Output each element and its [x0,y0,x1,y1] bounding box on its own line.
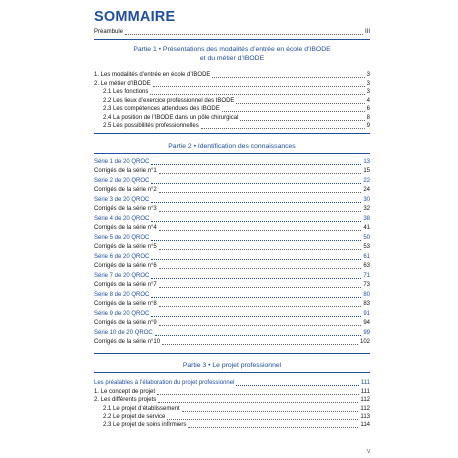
dot-leader [159,287,362,288]
toc-entry[interactable] [103,88,370,96]
toc-entry-page: 91 [363,311,370,317]
dot-leader [151,240,361,241]
toc-entry-label: 2. Le métier d’IBODE [94,81,151,87]
toc-entry-label: Corrigés de la série n°4 [94,225,157,231]
part-2-heading: Partie 2 • Identification des connaissances [168,143,296,150]
toc-entry-label: Corrigés de la série n°3 [94,206,157,212]
toc-entry-page: 6 [366,106,370,112]
part-3-heading: Partie 3 • Le projet professionnel [182,362,282,369]
dot-leader [151,221,361,222]
toc-entry[interactable] [103,405,370,413]
section-divider [94,153,370,154]
toc-entry-page: 80 [363,292,370,298]
toc-entry-corriges[interactable] [94,338,370,346]
toc-entry-serie[interactable] [94,310,370,318]
toc-entry-corriges[interactable] [94,262,370,270]
dot-leader [151,183,361,184]
toc-entry-page: III [364,29,370,35]
toc-entry-page: 114 [360,422,370,428]
toc-entry-page: 71 [363,273,370,279]
toc-entry-page: 111 [360,389,370,395]
dot-leader [236,385,358,386]
part-1-heading-line-1: Partie 1 • Présentations des modalités d’entrée en école d’IBODE [133,46,331,53]
toc-entry-page: 4 [366,98,370,104]
section-divider [94,39,370,40]
toc-entry-label: 2.3 Les compétences attendues des IBODE [103,106,220,112]
section-divider [94,372,370,373]
toc-entry-page: 24 [363,187,370,193]
toc-entry[interactable] [103,105,370,113]
toc-entry[interactable] [103,413,370,421]
toc-entry-label: Corrigés de la série n°5 [94,244,157,250]
toc-entry-corriges[interactable] [94,319,370,327]
toc-entry-label: 2.4 La position de l’IBODE dans un pôle chirurgical [103,115,239,121]
dot-leader [159,325,362,326]
toc-entry[interactable] [94,396,370,404]
toc-entry-page: 3 [366,89,370,95]
toc-entry-serie[interactable] [94,234,370,242]
toc-entry-page: 8 [366,115,370,121]
toc-entry-page: 53 [363,244,370,250]
dot-leader [153,86,365,87]
toc-entry-label: Série 6 de 20 QROC [94,254,150,260]
toc-entry-label: Série 3 de 20 QROC [94,197,150,203]
dot-leader [240,120,364,121]
toc-entry-serie[interactable] [94,291,370,299]
toc-entry-page: 30 [363,197,370,203]
toc-entry-label: Série 9 de 20 QROC [94,311,150,317]
toc-entry-page: 41 [363,225,370,231]
toc-entry-page: 3 [366,81,370,87]
toc-entry-label: 1. Les modalités d’entrée en école d’IBODE [94,72,211,78]
toc-entry-label: Corrigés de la série n°6 [94,263,157,269]
toc-entry-corriges[interactable] [94,224,370,232]
toc-entry-label: 2.3 Le projet de soins infirmiers [103,422,187,428]
dot-leader [159,249,362,250]
dot-leader [182,411,359,412]
toc-entry-label: Série 10 de 20 QROC [94,330,153,336]
dot-leader [236,103,364,104]
toc-entry-serie[interactable] [94,215,370,223]
dot-leader [201,128,365,129]
section-divider [94,133,370,134]
toc-entry-page: 38 [363,216,370,222]
toc-entry-label: 2.1 Les fonctions [103,89,149,95]
toc-entry-label: Corrigés de la série n°8 [94,301,157,307]
toc-entry[interactable] [103,122,370,130]
toc-entry-page: 99 [363,330,370,336]
toc-entry-serie[interactable] [94,272,370,280]
dot-leader [151,316,361,317]
page-number: V [367,449,371,455]
toc-entry-label: Corrigés de la série n°7 [94,282,157,288]
dot-leader [158,402,358,403]
toc-entry-page: 73 [363,282,370,288]
toc-entry-page: 102 [359,339,370,345]
toc-entry-page: 22 [363,178,370,184]
dot-leader [188,427,358,428]
toc-entry-label: Corrigés de la série n°9 [94,320,157,326]
toc-entry-serie[interactable] [94,253,370,261]
toc-entry-page: 3 [366,72,370,78]
dot-leader [159,306,362,307]
dot-leader [157,394,359,395]
toc-entry-page: 112 [360,406,370,412]
toc-entry-serie[interactable] [94,177,370,185]
toc-entry-label: 2.2 Les lieux d’exercice professionnel des IBODE [103,98,235,104]
toc-entry-label: Corrigés de la série n°2 [94,187,157,193]
toc-entry-page: 9 [366,123,370,129]
toc-entry-page: 94 [363,320,370,326]
dot-leader [151,164,361,165]
toc-entry[interactable] [94,388,370,396]
toc-entry-page: 83 [363,301,370,307]
toc-entry[interactable] [103,114,370,122]
toc-entry-label: 1. Le concept de projet [94,389,156,395]
toc-entry[interactable] [103,97,370,105]
dot-leader [159,173,362,174]
dot-leader [151,278,361,279]
dot-leader [151,202,361,203]
toc-entry-page: 63 [363,263,370,269]
dot-leader [162,344,358,345]
toc-entry-corriges[interactable] [94,281,370,289]
dot-leader [167,419,358,420]
toc-entry-label: Série 1 de 20 QROC [94,159,150,165]
part-1-heading [94,46,370,63]
toc-entry-page: 50 [363,235,370,241]
dot-leader [151,259,361,260]
toc-entry-preambule[interactable] [94,28,370,36]
toc-entry[interactable] [94,379,370,387]
dot-leader [159,211,362,212]
toc-entry-page: 32 [363,206,370,212]
toc-entry[interactable] [103,421,370,429]
toc-entry-label: Préambule [94,29,124,35]
toc-entry-corriges[interactable] [94,243,370,251]
toc-entry-page: 113 [360,414,370,420]
toc-entry-serie[interactable] [94,329,370,337]
toc-entry-label: 2. Les différents projets [94,397,157,403]
dot-leader [212,77,364,78]
toc-entry-page: 111 [360,380,370,386]
section-divider [94,353,370,354]
toc-entry-serie[interactable] [94,158,370,166]
dot-leader [125,34,363,35]
toc-entry-serie[interactable] [94,196,370,204]
toc-entry-label: 2.5 Les possibilités professionnelles [103,123,199,129]
dot-leader [159,192,362,193]
toc-entry-label: Série 2 de 20 QROC [94,178,150,184]
toc-entry-label: Corrigés de la série n°10 [94,339,161,345]
toc-entry-corriges[interactable] [94,167,370,175]
toc-entry-label: Les préalables à l’élaboration du projet professionnel [94,380,235,386]
toc-entry-corriges[interactable] [94,205,370,213]
toc-entry-label: Série 8 de 20 QROC [94,292,150,298]
toc-entry-page: 13 [363,159,370,165]
dot-leader [222,111,365,112]
dot-leader [155,335,362,336]
toc-entry-label: Série 5 de 20 QROC [94,235,150,241]
toc-entry-label: Corrigés de la série n°1 [94,168,157,174]
dot-leader [159,230,362,231]
toc-entry-page: 61 [363,254,370,260]
toc-entry-label: 2.2 Le projet de service [103,414,166,420]
toc-entry-page: 15 [363,168,370,174]
toc-entry-label: 2.1 Le projet d’établissement [103,406,180,412]
part-1-heading-line-2: et du métier d’IBODE [199,54,265,62]
dot-leader [159,268,362,269]
dot-leader [150,94,364,95]
toc-entry-label: Série 4 de 20 QROC [94,216,150,222]
toc-entry-corriges[interactable] [94,186,370,194]
dot-leader [151,297,361,298]
toc-entry[interactable] [94,71,370,79]
toc-entry-corriges[interactable] [94,300,370,308]
toc-entry-label: Série 7 de 20 QROC [94,273,150,279]
toc-entry-page: 112 [360,397,370,403]
page-title: SOMMAIRE [94,9,176,25]
toc-entry[interactable] [94,80,370,88]
